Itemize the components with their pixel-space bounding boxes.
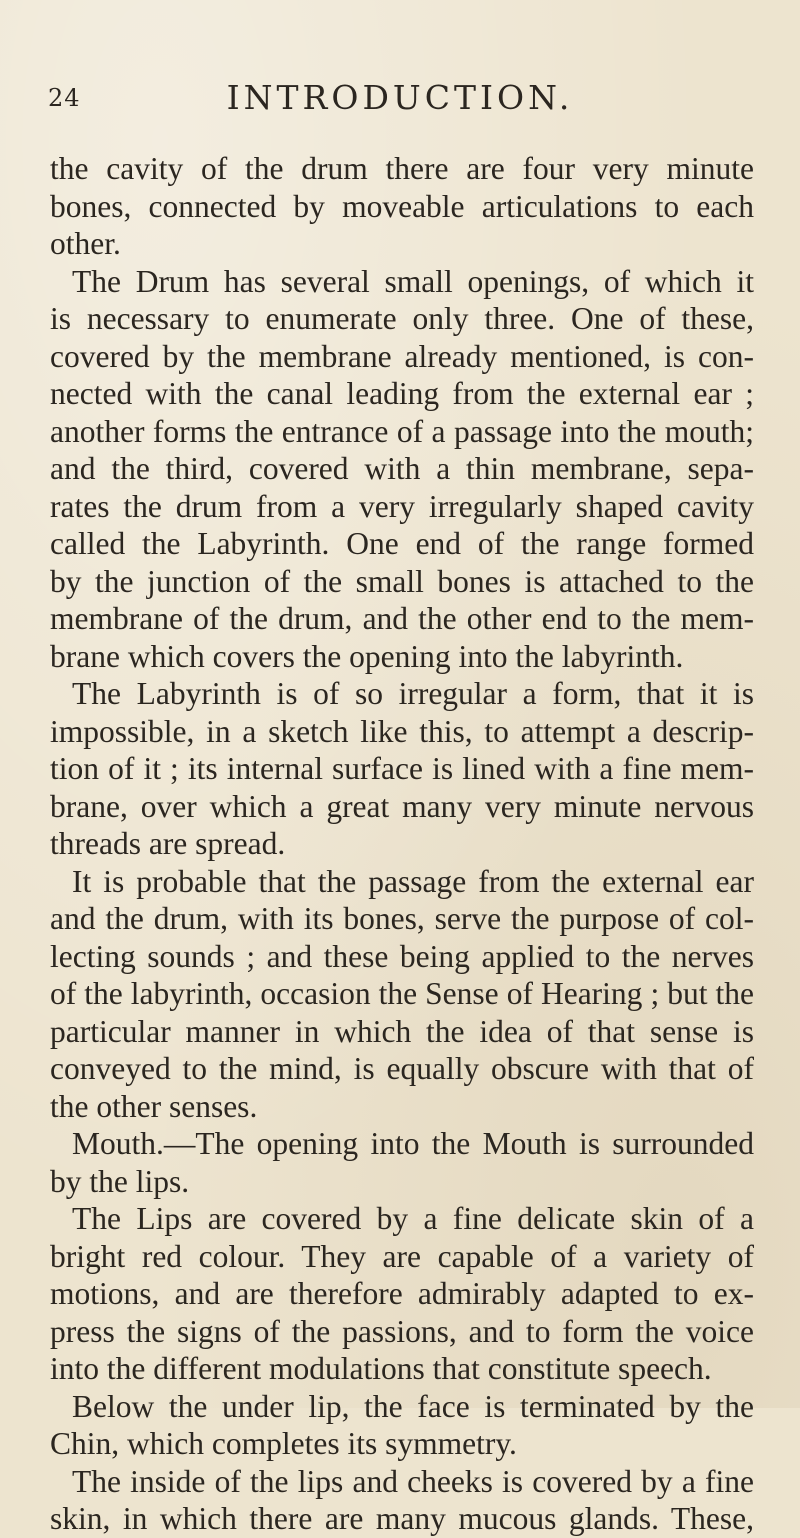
text-line: by the junction of the small bones is attached to the bbox=[50, 563, 754, 599]
text-line: brane which covers the opening into the labyrinth. bbox=[50, 638, 684, 674]
text-line: press the signs of the passions, and to form the voice bbox=[50, 1313, 754, 1349]
text-line: The inside of the lips and cheeks is covered by a fine bbox=[72, 1463, 754, 1499]
text-line: the cavity of the drum there are four very minute bbox=[50, 151, 754, 186]
text-line: threads are spread. bbox=[50, 826, 286, 861]
body-text bbox=[50, 150, 754, 1538]
text-line: The Labyrinth is of so irregular a form, that it is bbox=[72, 676, 754, 711]
text-line: lecting sounds ; and these being applied to the nerves bbox=[50, 938, 754, 974]
text-line: bones, connected by moveable articulations to each bbox=[50, 188, 754, 224]
text-line: other. bbox=[50, 226, 121, 261]
text-line: The Drum has several small openings, of which it bbox=[72, 263, 754, 299]
text-line: brane, over which a great many very minute nervous bbox=[50, 788, 754, 824]
text-line: called the Labyrinth. One end of the range formed bbox=[50, 526, 754, 561]
page-number: 24 bbox=[48, 84, 81, 112]
text-line: particular manner in which the idea of that sense is bbox=[50, 1013, 754, 1049]
section-title: INTRODUCTION. bbox=[226, 78, 574, 117]
text-line: The Lips are covered by a fine delicate skin of a bbox=[72, 1201, 754, 1236]
text-line: impossible, in a sketch like this, to attempt a descrip- bbox=[50, 713, 754, 749]
text-line: of the labyrinth, occasion the Sense of Hearing ; but the bbox=[50, 976, 754, 1011]
running-head bbox=[0, 78, 800, 118]
text-line: nected with the canal leading from the external ear ; bbox=[50, 376, 754, 411]
text-line: tion of it ; its internal surface is lined with a fine mem- bbox=[50, 751, 754, 786]
text-line: membrane of the drum, and the other end to the mem- bbox=[50, 601, 754, 636]
text-line: motions, and are therefore admirably adapted to ex- bbox=[50, 1276, 754, 1311]
text-line: another forms the entrance of a passage into the mouth; bbox=[50, 413, 754, 449]
text-line: by the lips. bbox=[50, 1163, 190, 1199]
text-line: rates the drum from a very irregularly shaped cavity bbox=[50, 488, 754, 524]
text-line: Chin, which completes its symmetry. bbox=[50, 1426, 517, 1461]
text-line: It is probable that the passage from the external ear bbox=[72, 863, 754, 899]
text-line: into the different modulations that constitute speech. bbox=[50, 1351, 712, 1386]
text-line: and the drum, with its bones, serve the purpose of col- bbox=[50, 901, 754, 936]
text-line: skin, in which there are many mucous glands. These, bbox=[50, 1501, 754, 1536]
text-line: bright red colour. They are capable of a variety of bbox=[50, 1238, 754, 1274]
text-line: Mouth.—The opening into the Mouth is surrounded bbox=[72, 1126, 754, 1161]
text-line: Below the under lip, the face is terminated by the bbox=[72, 1388, 754, 1424]
text-line: is necessary to enumerate only three. One of these, bbox=[50, 301, 754, 336]
text-line: conveyed to the mind, is equally obscure with that of bbox=[50, 1051, 754, 1086]
text-line: the other senses. bbox=[50, 1088, 258, 1124]
text-line: and the third, covered with a thin membrane, sepa- bbox=[50, 451, 754, 486]
text-line: covered by the membrane already mentioned, is con- bbox=[50, 338, 754, 374]
